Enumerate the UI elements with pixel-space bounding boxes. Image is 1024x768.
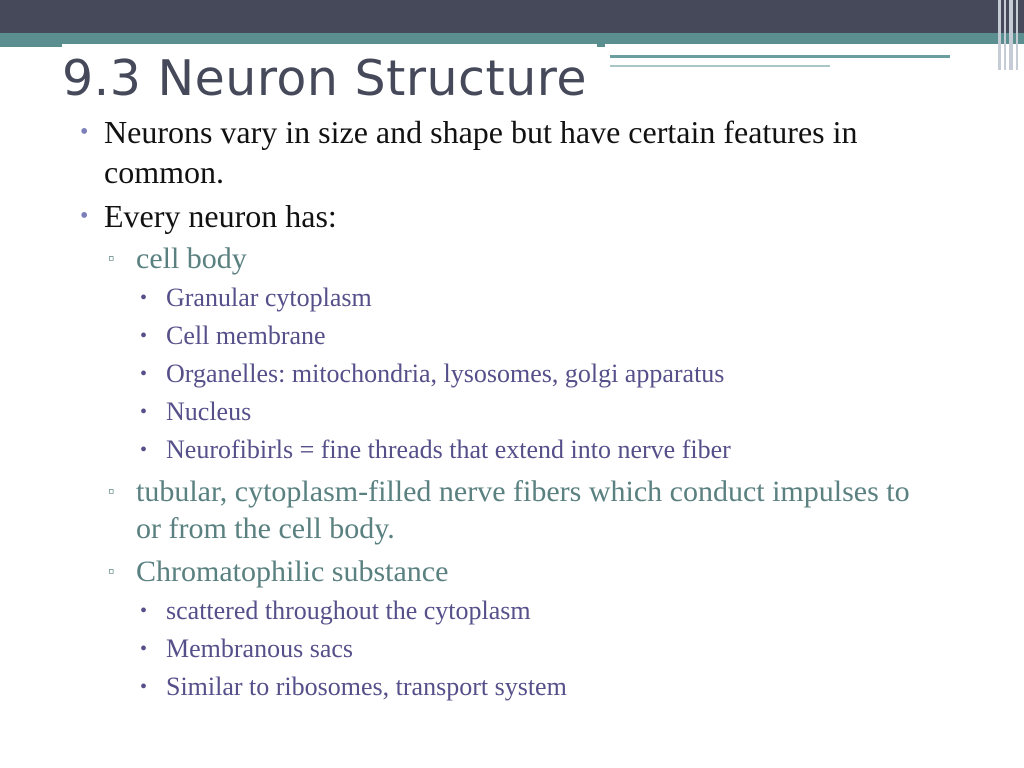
detail-item (0, 393, 966, 431)
header-band-dark (0, 0, 1024, 33)
sub-bullet-text: Chromatophilic substance (136, 555, 449, 588)
sub-bullet-item (0, 553, 936, 590)
slide-body (0, 112, 1024, 706)
sub-bullet-item (0, 473, 936, 547)
dot-bullet-icon: • (140, 287, 148, 309)
detail-item (0, 279, 966, 317)
square-bullet-icon: ▫ (108, 481, 115, 501)
sub-bullet-text: cell body (136, 242, 247, 275)
detail-text: Neurofibirls = fine threads that extend into nerve fiber (166, 435, 731, 464)
dot-bullet-icon: • (140, 600, 148, 622)
dot-bullet-icon: • (140, 363, 148, 385)
dot-bullet-icon: • (140, 401, 148, 423)
header-accent-line-light (610, 65, 830, 67)
detail-item (0, 355, 966, 393)
slide-title: 9.3 Neuron Structure (62, 44, 597, 114)
detail-item (0, 668, 966, 706)
detail-item (0, 317, 966, 355)
dot-bullet-icon: • (140, 676, 148, 698)
detail-text: Membranous sacs (166, 634, 354, 663)
bullet-text: Every neuron has: (104, 198, 337, 234)
detail-item (0, 592, 966, 630)
detail-text: scattered throughout the cytoplasm (166, 596, 531, 625)
bullet-item (0, 112, 904, 192)
detail-item (0, 630, 966, 668)
detail-text: Nucleus (166, 397, 252, 426)
square-bullet-icon: ▫ (108, 561, 115, 581)
bullet-item (0, 196, 904, 236)
square-bullet-icon: ▫ (108, 248, 115, 268)
bullet-icon: • (80, 119, 89, 145)
side-decoration (996, 0, 1024, 70)
dot-bullet-icon: • (140, 325, 148, 347)
sub-bullet-text: tubular, cytoplasm-filled nerve fibers which conduct impulses to or from the cell body. (136, 475, 910, 545)
sub-bullet-item (0, 240, 936, 277)
detail-text: Similar to ribosomes, transport system (166, 672, 567, 701)
detail-text: Cell membrane (166, 321, 326, 350)
bullet-text: Neurons vary in size and shape but have certain features in common. (104, 114, 858, 190)
header-accent-line (610, 55, 950, 58)
dot-bullet-icon: • (140, 439, 148, 461)
detail-item (0, 431, 966, 469)
bullet-icon: • (80, 203, 89, 229)
detail-text: Granular cytoplasm (166, 283, 372, 312)
dot-bullet-icon: • (140, 638, 148, 660)
detail-text: Organelles: mitochondria, lysosomes, golgi apparatus (166, 359, 725, 388)
